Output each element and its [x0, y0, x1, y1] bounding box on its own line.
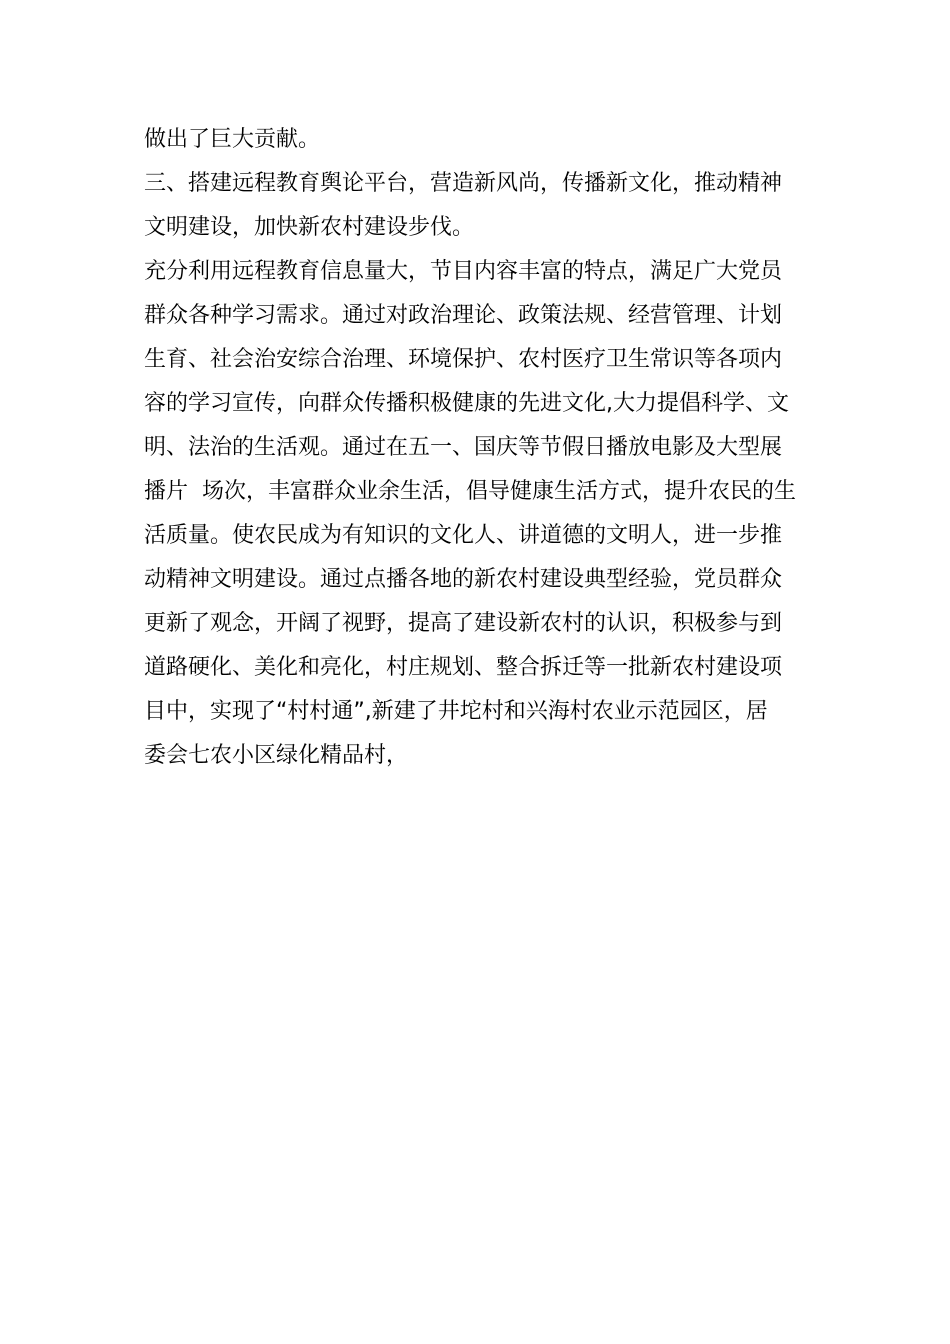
- text-line: 播片 场次，丰富群众业余生活，倡导健康生活方式，提升农民的生: [144, 479, 796, 504]
- section-heading-line: 文明建设，加快新农村建设步伐。: [144, 215, 475, 240]
- text-line: 充分利用远程教育信息量大，节目内容丰富的特点，满足广大党员: [144, 259, 783, 284]
- text-line: 道路硬化、美化和亮化，村庄规划、整合拆迁等一批新农村建设项: [144, 655, 783, 680]
- text-line: 容的学习宣传，向群众传播积极健康的先进文化,大力提倡科学、文: [144, 391, 789, 416]
- text-line: 明、法治的生活观。通过在五一、国庆等节假日播放电影及大型展: [144, 435, 783, 460]
- text-line: 委会七农小区绿化精品村，: [144, 743, 409, 768]
- text-line: 做出了巨大贡献。: [144, 127, 321, 152]
- text-line: 群众各种学习需求。通过对政治理论、政策法规、经营管理、计划: [144, 303, 783, 328]
- text-line: 更新了观念，开阔了视野，提高了建设新农村的认识，积极参与到: [144, 611, 783, 636]
- text-line: 生育、社会治安综合治理、环境保护、农村医疗卫生常识等各项内: [144, 347, 783, 372]
- text-line: 动精神文明建设。通过点播各地的新农村建设典型经验，党员群众: [144, 567, 783, 592]
- text-line: 目中，实现了“村村通”,新建了井坨村和兴海村农业示范园区，居: [144, 699, 768, 724]
- text-line: 活质量。使农民成为有知识的文化人、讲道德的文明人，进一步推: [144, 523, 783, 548]
- section-heading-line: 三、搭建远程教育舆论平台，营造新风尚，传播新文化，推动精神: [144, 171, 783, 196]
- body-text: [144, 118, 808, 778]
